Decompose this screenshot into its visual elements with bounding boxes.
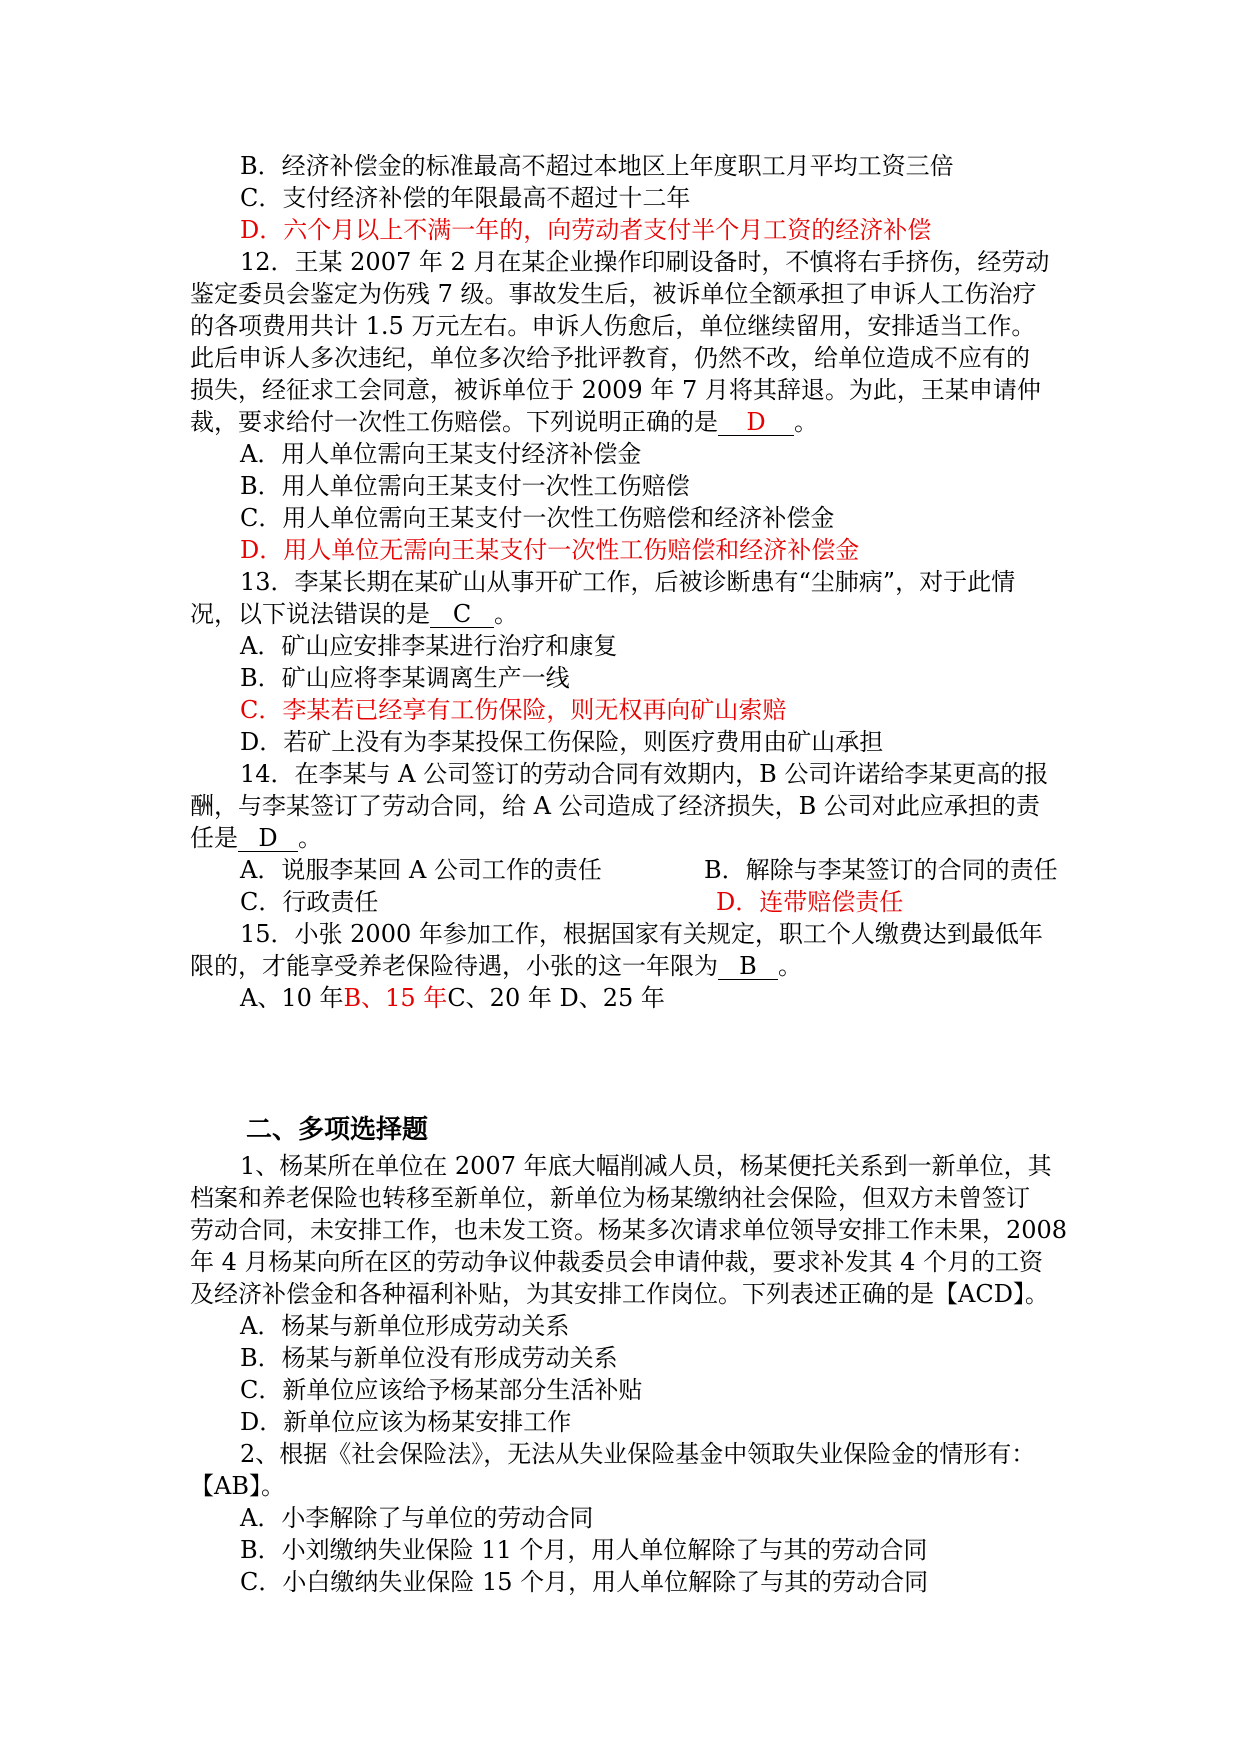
q13-line-1: 13．李某长期在某矿山从事开矿工作，后被诊断患有“尘肺病”，对于此情 xyxy=(240,568,1016,596)
q12-line-4: 此后申诉人多次违纪，单位多次给予批评教育，仍然不改，给单位造成不应有的 xyxy=(190,344,1030,372)
m1-line-1: 1、杨某所在单位在 2007 年底大幅削减人员，杨某便托关系到一新单位，其 xyxy=(240,1152,1052,1180)
q14-option-b: B．解除与李某签订的合同的责任 xyxy=(704,856,1058,884)
q11-option-d-correct: D．六个月以上不满一年的，向劳动者支付半个月工资的经济补偿 xyxy=(240,216,932,244)
m1-option-c: C．新单位应该给予杨某部分生活补贴 xyxy=(240,1376,643,1404)
q15-stem-end: 限的，才能享受养老保险待遇，小张的这一年限为 xyxy=(190,952,718,980)
q12-line-1: 12．王某 2007 年 2 月在某企业操作印刷设备时，不慎将右手挤伤，经劳动 xyxy=(240,248,1050,276)
q13-option-b: B．矿山应将李某调离生产一线 xyxy=(240,664,570,692)
q12-option-b: B．用人单位需向王某支付一次性工伤赔偿 xyxy=(240,472,690,500)
q14-line-3 xyxy=(190,822,322,854)
q14-line-2: 酬，与李某签订了劳动合同，给 A 公司造成了经济损失，B 公司对此应承担的责 xyxy=(190,792,1040,820)
q12-option-a: A．用人单位需向王某支付经济补偿金 xyxy=(240,440,642,468)
q14-period: 。 xyxy=(298,824,322,852)
q11-option-c: C．支付经济补偿的年限最高不超过十二年 xyxy=(240,184,691,212)
q12-option-d-correct: D．用人单位无需向王某支付一次性工伤赔偿和经济补偿金 xyxy=(240,536,860,564)
q13-option-a: A．矿山应安排李某进行治疗和康复 xyxy=(240,632,618,660)
q12-stem-end: 裁，要求给付一次性工伤赔偿。下列说明正确的是 xyxy=(190,408,718,436)
q13-option-d: D．若矿上没有为李某投保工伤保险，则医疗费用由矿山承担 xyxy=(240,728,884,756)
q12-line-2: 鉴定委员会鉴定为伤残 7 级。事故发生后，被诉单位全额承担了申诉人工伤治疗 xyxy=(190,280,1037,308)
q15-line-1: 15．小张 2000 年参加工作，根据国家有关规定，职工个人缴费达到最低年 xyxy=(240,920,1043,948)
q15-options xyxy=(240,982,665,1014)
q12-line-6 xyxy=(190,406,818,438)
m1-line-5: 及经济补偿金和各种福利补贴，为其安排工作岗位。下列表述正确的是【ACD】。 xyxy=(190,1280,1049,1308)
q14-option-a: A．说服李某回 A 公司工作的责任 xyxy=(240,856,602,884)
q13-stem-end: 况，以下说法错误的是 xyxy=(190,600,430,628)
m2-line-1: 2、根据《社会保险法》，无法从失业保险基金中领取失业保险金的情形有： xyxy=(240,1440,1036,1468)
m1-option-a: A．杨某与新单位形成劳动关系 xyxy=(240,1312,570,1340)
q14-stem-end: 任是 xyxy=(190,824,238,852)
q13-answer: C xyxy=(430,601,494,628)
q14-answer: D xyxy=(238,825,298,852)
q15-option-a: A、10 年 xyxy=(240,984,344,1012)
q11-option-b: B．经济补偿金的标准最高不超过本地区上年度职工月平均工资三倍 xyxy=(240,152,954,180)
q13-line-2 xyxy=(190,598,518,630)
m1-option-d: D．新单位应该为杨某安排工作 xyxy=(240,1408,572,1436)
m1-line-4: 年 4 月杨某向所在区的劳动争议仲裁委员会申请仲裁，要求补发其 4 个月的工资 xyxy=(190,1248,1044,1276)
q14-option-c: C．行政责任 xyxy=(240,888,379,916)
q13-period: 。 xyxy=(494,600,518,628)
m2-option-c: C．小白缴纳失业保险 15 个月，用人单位解除了与其的劳动合同 xyxy=(240,1568,929,1596)
q15-line-2 xyxy=(190,950,802,982)
m2-option-b: B．小刘缴纳失业保险 11 个月，用人单位解除了与其的劳动合同 xyxy=(240,1536,928,1564)
section-heading-multiple-choice: 二、多项选择题 xyxy=(246,1115,429,1145)
q13-option-c-correct: C．李某若已经享有工伤保险，则无权再向矿山索赔 xyxy=(240,696,787,724)
q15-option-c-d: C、20 年 D、25 年 xyxy=(447,984,665,1012)
m2-line-2: 【AB】。 xyxy=(190,1472,285,1500)
m1-option-b: B．杨某与新单位没有形成劳动关系 xyxy=(240,1344,618,1372)
m1-line-2: 档案和养老保险也转移至新单位，新单位为杨某缴纳社会保险，但双方未曾签订 xyxy=(190,1184,1030,1212)
q15-option-b-correct: B、15 年 xyxy=(343,984,448,1012)
m2-option-a: A．小李解除了与单位的劳动合同 xyxy=(240,1504,594,1532)
q14-option-d-correct: D．连带赔偿责任 xyxy=(716,888,904,916)
m1-line-3: 劳动合同，未安排工作，也未发工资。杨某多次请求单位领导安排工作未果，2008 xyxy=(190,1216,1068,1244)
q14-line-1: 14．在李某与 A 公司签订的劳动合同有效期内，B 公司许诺给李某更高的报 xyxy=(240,760,1049,788)
q15-answer: B xyxy=(718,953,778,980)
q12-line-3: 的各项费用共计 1.5 万元左右。申诉人伤愈后，单位继续留用，安排适当工作。 xyxy=(190,312,1036,340)
q12-answer: D xyxy=(718,409,794,436)
q12-period: 。 xyxy=(794,408,818,436)
q12-option-c: C．用人单位需向王某支付一次性工伤赔偿和经济补偿金 xyxy=(240,504,835,532)
q15-period: 。 xyxy=(778,952,802,980)
q12-line-5: 损失，经征求工会同意，被诉单位于 2009 年 7 月将其辞退。为此，王某申请仲 xyxy=(190,376,1041,404)
